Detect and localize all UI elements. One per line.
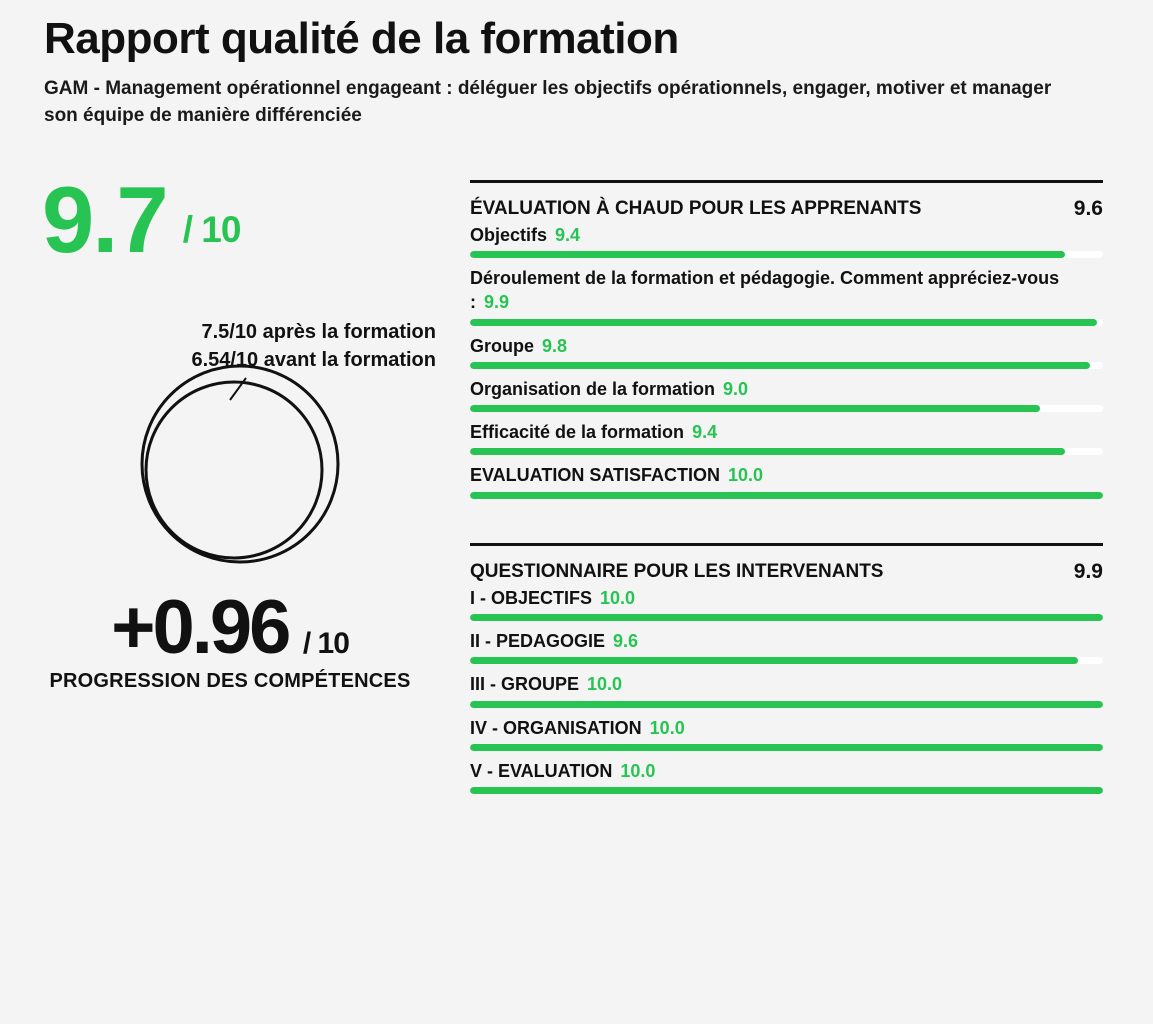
score-bar-track [470,492,1103,499]
score-item-label [470,463,1103,487]
score-bar-fill [470,787,1103,794]
score-item-value: 9.4 [555,224,581,245]
page-subtitle: GAM - Management opérationnel engageant : déléguer les objectifs opérationnels, engager, motiver et manager son équipe de manière différenciée [44,77,1052,127]
score-bar-track [470,614,1103,621]
score-bar-fill [470,657,1078,664]
score-item [470,629,1103,664]
score-item-label [470,586,1103,610]
scores-column [470,180,1153,803]
score-item-value: 9.4 [692,422,718,443]
score-item-value: 10.0 [587,674,623,695]
score-item-value: 9.8 [542,335,568,356]
score-item [470,586,1103,621]
score-item-label [470,716,1103,740]
score-item-label [470,629,1103,653]
progression-outof: / 10 [302,626,349,660]
score-item-label [470,266,1103,315]
score-item-name: IV - ORGANISATION [470,717,642,738]
score-bar-track [470,448,1103,455]
score-item-value: 9.0 [723,378,749,399]
score-item [470,759,1103,794]
score-bar-fill [470,362,1090,369]
score-bar-track [470,251,1103,258]
score-bar-fill [470,614,1103,621]
score-item-name: Groupe [470,335,535,356]
section-header [470,560,1103,584]
score-item [470,420,1103,455]
progression-value: +0.96 [111,584,289,670]
score-item-label [470,759,1103,783]
competence-circles [0,318,470,568]
global-score [42,166,470,272]
score-item-label [470,223,1103,247]
circle-before [146,382,322,558]
circle-label-before: 6.54/10 avant la formation [191,348,436,371]
score-bar-track [470,362,1103,369]
page-title: Rapport qualité de la formation [44,14,679,63]
score-item-label [470,672,1103,696]
score-bar-fill [470,744,1103,751]
circle-labels [0,318,456,374]
score-item-name: II - PEDAGOGIE [470,631,606,652]
section-header [470,197,1103,221]
score-bar-fill [470,701,1103,708]
progression-label: PROGRESSION DES COMPÉTENCES [49,669,411,692]
score-item-name: Objectifs [470,224,548,245]
score-item [470,334,1103,369]
score-item-name: III - GROUPE [470,674,580,695]
score-bar-track [470,787,1103,794]
score-item-name: I - OBJECTIFS [470,587,593,608]
global-score-outof: / 10 [182,208,241,250]
score-item-label [470,420,1103,444]
report-body [0,166,1153,803]
section-divider [470,180,1103,183]
section-score: 9.6 [1073,196,1103,220]
section-title: ÉVALUATION À CHAUD POUR LES APPRENANTS [470,197,922,219]
score-item-value: 10.0 [620,760,656,781]
score-item-value: 10.0 [728,465,764,486]
score-bar-track [470,701,1103,708]
score-bar-track [470,319,1103,326]
section-trainers [470,543,1103,794]
score-item [470,377,1103,412]
score-item-name: V - EVALUATION [470,760,613,781]
score-item-name: Déroulement de la formation et pédagogie. Comment appréciez-vous : [470,267,1060,313]
score-bar-track [470,657,1103,664]
score-bar-fill [470,405,1040,412]
score-item-value: 10.0 [600,587,636,608]
circles-diagram [118,352,368,568]
score-bar-track [470,405,1103,412]
score-item [470,716,1103,751]
score-item [470,672,1103,707]
score-item [470,463,1103,498]
score-item-label [470,334,1103,358]
score-bar-track [470,744,1103,751]
score-item-name: Organisation de la formation [470,378,716,399]
section-learners [470,180,1103,499]
score-item [470,266,1103,326]
section-score: 9.9 [1073,559,1103,583]
score-item-name: Efficacité de la formation [470,422,685,443]
global-score-value: 9.7 [42,166,167,272]
score-item-name: EVALUATION SATISFACTION [470,465,720,486]
section-divider [470,543,1103,546]
score-item [470,223,1103,258]
score-bar-fill [470,492,1103,499]
score-item-value: 10.0 [649,717,685,738]
score-item-value: 9.6 [613,631,639,652]
report-header [0,0,1153,130]
score-bar-fill [470,251,1065,258]
progression-block [0,584,460,693]
score-item-label [470,377,1103,401]
summary-column [0,166,470,803]
circle-label-after: 7.5/10 après la formation [201,320,436,343]
section-title: QUESTIONNAIRE POUR LES INTERVENANTS [470,560,884,582]
score-bar-fill [470,319,1097,326]
score-bar-fill [470,448,1065,455]
score-item-value: 9.9 [484,292,510,313]
